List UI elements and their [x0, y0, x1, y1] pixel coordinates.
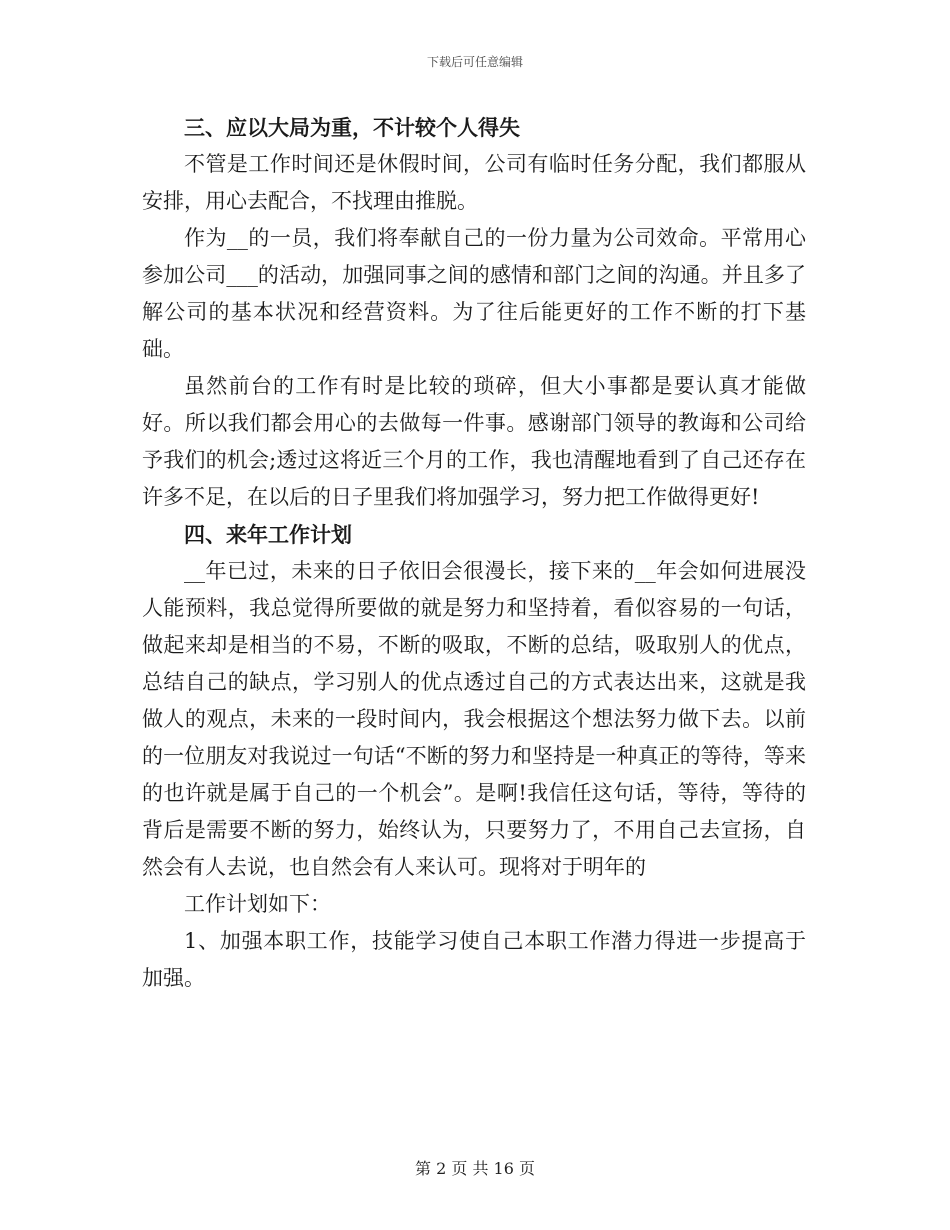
paragraph-5: 工作计划如下： — [184, 892, 331, 916]
section-heading-4: 四、来年工作计划 — [184, 522, 352, 547]
paragraph-6: 1、加强本职工作，技能学习使自己本职工作潜力得进一步提高于加强。 — [142, 929, 806, 990]
document-body — [142, 109, 806, 997]
paragraph-1: 不管是工作时间还是休假时间，公司有临时任务分配，我们都服从安排，用心去配合，不找理由推脱。 — [142, 152, 806, 213]
paragraph-3: 虽然前台的工作有时是比较的琐碎，但大小事都是要认真才能做好。所以我们都会用心的去做每一件事。感谢部门领导的教诲和公司给予我们的机会;透过这将近三个月的工作，我也清醒地看到了自己还存在许多不足，在以后的日子里我们将加强学习，努力把工作做得更好! — [142, 374, 806, 509]
page-header-note: 下载后可任意编辑 — [426, 55, 523, 69]
paragraph-2: 作为__的一员，我们将奉献自己的一份力量为公司效命。平常用心参加公司___的活动，加强同事之间的感情和部门之间的沟通。并且多了解公司的基本状况和经营资料。为了往后能更好的工作不断的打下基础。 — [142, 226, 806, 361]
section-heading-3: 三、应以大局为重，不计较个人得失 — [184, 115, 520, 140]
paragraph-4: __年已过，未来的日子依旧会很漫长，接下来的__年会如何进展没人能预料，我总觉得所要做的就是努力和坚持着，看似容易的一句话，做起来却是相当的不易，不断的吸取，不断的总结，吸取别人的优点，总结自己的缺点，学习别人的优点透过自己的方式表达出来，这就是我做人的观点，未来的一段时间内，我会根据这个想法努力做下去。以前的一位朋友对我说过一句话“不断的努力和坚持是一种真正的等待，等来的也许就是属于自己的一个机会”。是啊!我信任这句话，等待，等待的背后是需要不断的努力，始终认为，只要努力了，不用自己去宣扬，自然会有人去说，也自然会有人来认可。现将对于明年的 — [142, 559, 806, 879]
page-number: 第 2 页 共 16 页 — [415, 1159, 535, 1178]
